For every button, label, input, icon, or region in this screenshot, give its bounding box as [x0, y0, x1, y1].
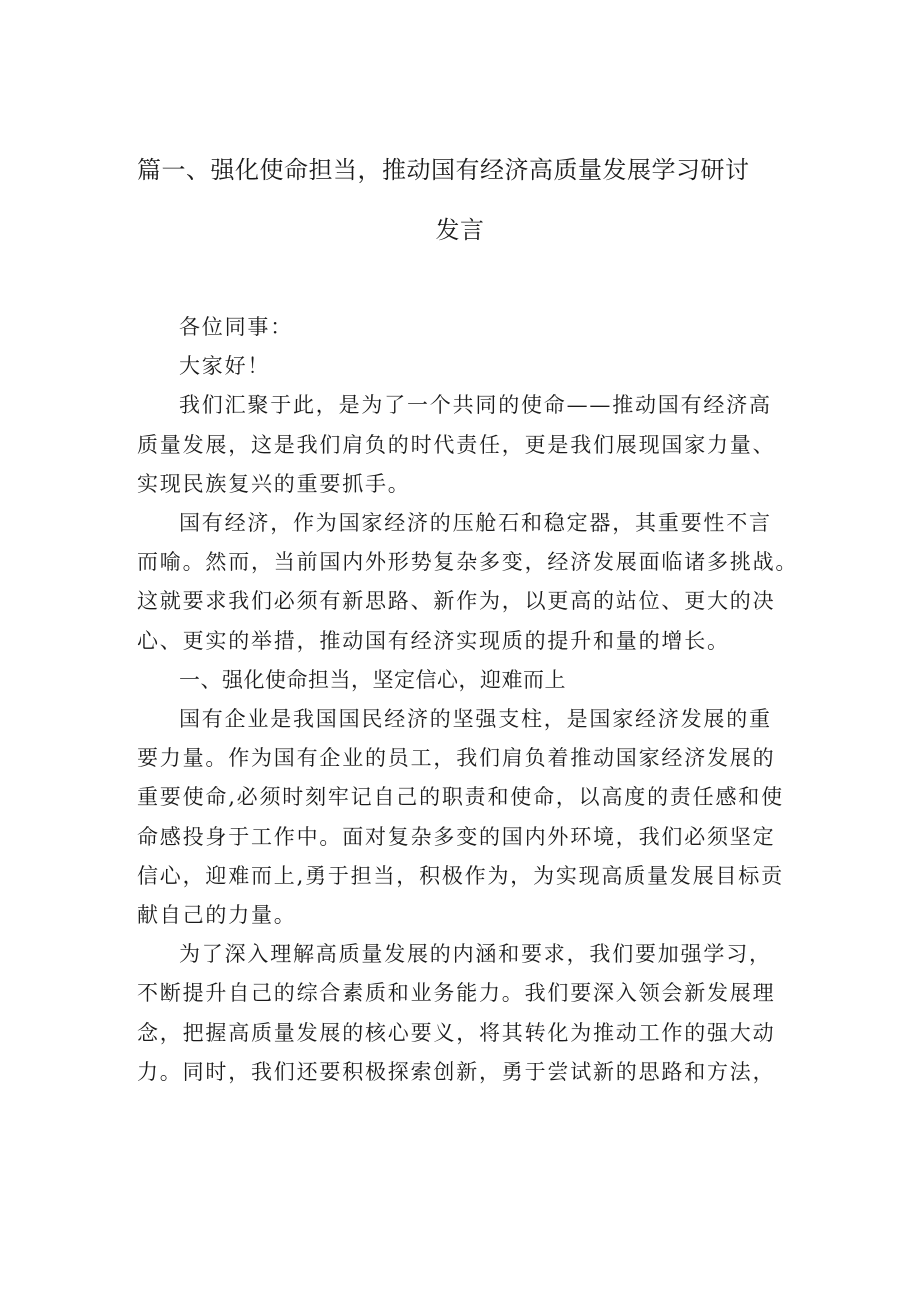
paragraph-line: 献自己的力量。	[137, 903, 297, 928]
paragraph-line: 要力量。作为国有企业的员工，我们肩负着推动国家经济发展的	[137, 746, 776, 771]
paragraph-line: 我们汇聚于此，是为了一个共同的使命——推动国有经济高	[179, 393, 772, 418]
paragraph-line: 质量发展，这是我们肩负的时代责任，更是我们展现国家力量、	[137, 432, 776, 457]
greeting: 大家好！	[179, 354, 271, 379]
paragraph-line: 力。同时，我们还要积极探索创新，勇于尝试新的思路和方法，	[137, 1059, 776, 1084]
paragraph-line: 不断提升自己的综合素质和业务能力。我们要深入领会新发展理	[137, 981, 776, 1006]
paragraph-line: 而喻。然而，当前国内外形势复杂多变，经济发展面临诸多挑战。	[137, 550, 799, 575]
paragraph-line: 国有企业是我国国民经济的坚强支柱，是国家经济发展的重	[179, 707, 772, 732]
section-paragraph	[137, 700, 802, 935]
paragraph-line: 重要使命,必须时刻牢记自己的职责和使命，以高度的责任感和使	[137, 785, 784, 810]
section-heading: 一、强化使命担当，坚定信心，迎难而上	[179, 667, 566, 692]
paragraph-line: 国有经济，作为国家经济的压舱石和稳定器，其重要性不言	[179, 511, 772, 536]
salutation: 各位同事：	[179, 315, 293, 339]
paragraph-line: 心、更实的举措，推动国有经济实现质的提升和量的增长。	[137, 628, 730, 653]
section-paragraph	[137, 935, 802, 1092]
document-title: 篇一、强化使命担当，推动国有经济高质量发展学习研讨	[137, 156, 750, 184]
paragraph-line: 信心，迎难而上,勇于担当，积极作为，为实现高质量发展目标贡	[137, 863, 784, 888]
context-paragraph	[137, 504, 802, 661]
paragraph-line: 命感投身于工作中。面对复杂多变的国内外环境，我们必须坚定	[137, 824, 776, 849]
document-title-continued: 发言	[435, 216, 485, 244]
document-body	[137, 308, 802, 1092]
paragraph-line: 为了深入理解高质量发展的内涵和要求，我们要加强学习，	[179, 942, 772, 967]
paragraph-line: 这就要求我们必须有新思路、新作为，以更高的站位、更大的决	[137, 589, 776, 614]
paragraph-line: 念，把握高质量发展的核心要义，将其转化为推动工作的强大动	[137, 1020, 776, 1045]
intro-paragraph	[137, 386, 802, 504]
paragraph-line: 实现民族复兴的重要抓手。	[137, 471, 411, 496]
